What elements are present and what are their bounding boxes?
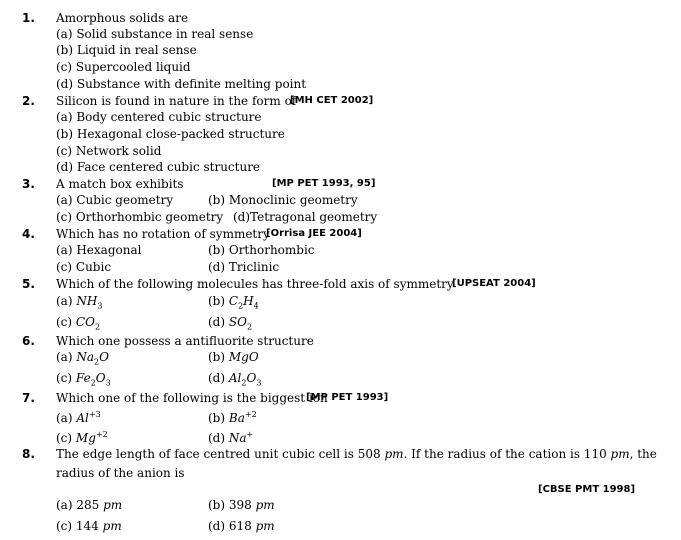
exam-tag: [MP PET 1993]	[306, 392, 389, 403]
question-number: 3.	[22, 177, 35, 191]
question-number: 7.	[22, 391, 35, 405]
question-text: Which has no rotation of symmetry	[56, 227, 270, 241]
option: (b) Hexagonal close-packed structure	[56, 127, 285, 141]
option: (b) $C_2H_4$	[208, 294, 259, 311]
option: (b) Monoclinic geometry	[208, 193, 358, 207]
option: (c) Orthorhombic geometry	[56, 210, 224, 224]
option: (a) $Na_2O$	[56, 350, 109, 367]
option: (d) Na+	[208, 430, 254, 445]
option: (d) 618 pm	[208, 519, 275, 533]
option: (d) Triclinic	[208, 260, 280, 274]
option: (a) $Al^{+3}$	[56, 410, 101, 425]
question-text: Silicon is found in nature in the form of	[56, 94, 297, 108]
option: (a) $NH_3$	[56, 294, 103, 311]
option: (c) $Fe_2O_3$	[56, 371, 111, 388]
question-number: 8.	[22, 447, 35, 461]
option: (a) Body centered cubic structure	[56, 110, 262, 124]
question-number: 6.	[22, 334, 35, 348]
question-text: Which of the following molecules has three-fold axis of symmetry	[56, 277, 454, 291]
exam-tag: [UPSEAT 2004]	[452, 278, 536, 289]
question-text: A match box exhibits	[56, 177, 184, 191]
question-number: 5.	[22, 277, 35, 291]
question-number: 4.	[22, 227, 35, 241]
exam-tag: [Orrisa JEE 2004]	[266, 228, 362, 239]
option: (d) $Al_2O_3$	[208, 371, 262, 388]
exam-tag: [CBSE PMT 1998]	[538, 484, 636, 495]
option: (c) Supercooled liquid	[56, 60, 191, 74]
exam-tag: [MH CET 2002]	[290, 95, 374, 106]
option: (a) Cubic geometry	[56, 193, 174, 207]
option: (a) Hexagonal	[56, 243, 142, 257]
option: (a) 285 pm	[56, 498, 123, 512]
option: (d) Substance with definite melting point	[56, 77, 307, 91]
option: (c) $CO_2$	[56, 315, 101, 332]
option: (b) Orthorhombic	[208, 243, 315, 257]
option: (c) 144 pm	[56, 519, 122, 533]
option: (b) Liquid in real sense	[56, 43, 197, 57]
option: (d) Face centered cubic structure	[56, 160, 261, 174]
question-number: 1.	[22, 11, 35, 25]
question-text: Which one possess a antifluorite structure	[56, 334, 314, 348]
question-text: The edge length of face centred unit cubic cell is 508 pm. If the radius of the cation is 110 pm, the	[56, 447, 657, 461]
option: (c) Network solid	[56, 144, 162, 158]
option: (c) $Mg^{+2}$	[56, 430, 108, 445]
question-text: Amorphous solids are	[56, 11, 189, 25]
question-text: Which one of the following is the biggest ion	[56, 391, 328, 405]
option: (a) Solid substance in real sense	[56, 27, 254, 41]
exam-tag: [MP PET 1993, 95]	[272, 178, 376, 189]
question-text-continued: radius of the anion is	[56, 466, 185, 480]
option: (b) 398 pm	[208, 498, 275, 512]
option: (b) MgO	[208, 350, 259, 364]
option: (d) $SO_2$	[208, 315, 253, 332]
question-number: 2.	[22, 94, 35, 108]
option: (b) $Ba^{+2}$	[208, 410, 257, 425]
option: (d)Tetragonal geometry	[233, 210, 378, 224]
option: (c) Cubic	[56, 260, 112, 274]
